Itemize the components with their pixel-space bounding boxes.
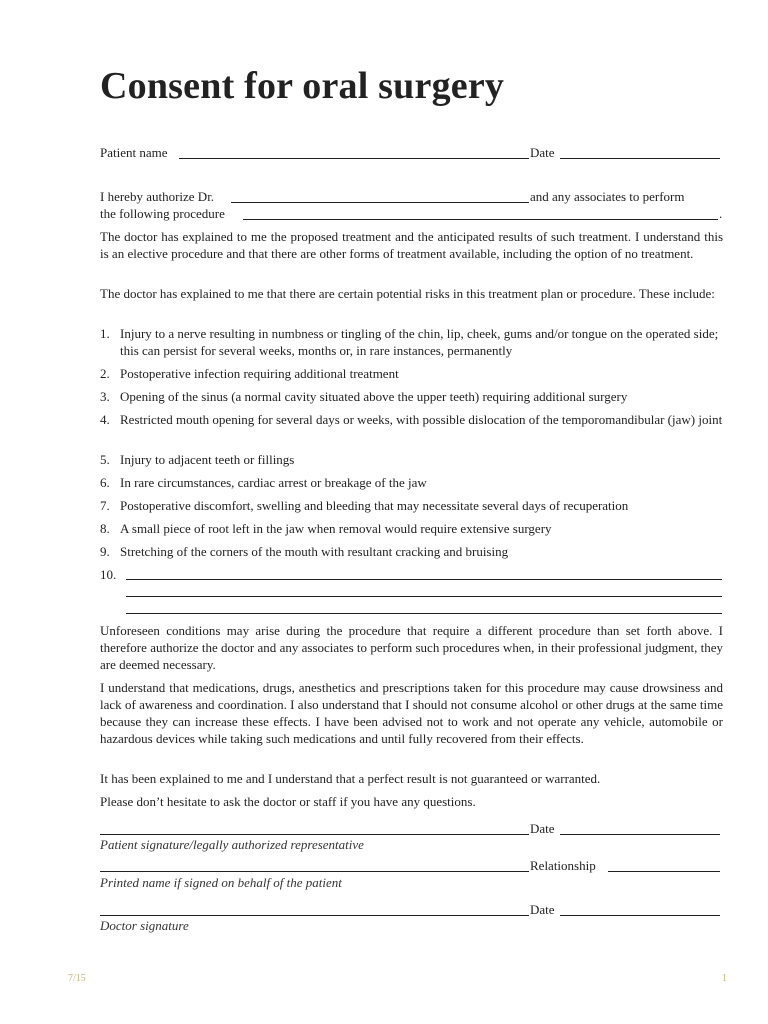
printed-name-field[interactable] [100,871,529,872]
doctor-date-field[interactable] [560,915,720,916]
list-item-text: Postoperative discomfort, swelling and bleeding that may necessitate several days of recuperation [120,498,629,513]
doctor-signature-row [100,901,723,918]
date-label: Date [530,145,555,160]
paragraph-unforeseen-conditions: Unforeseen conditions may arise during the procedure that require a different procedure than set forth above. I therefore authorize the doctor and any associates to perform such procedures when, in their professional judgment, they are deemed necessary. [100,623,723,672]
list-item-text: Opening of the sinus (a normal cavity situated above the upper teeth) requiring additional surgery [120,389,628,404]
doctor-date-label: Date [530,902,555,917]
procedure-period: . [719,206,723,221]
list-item-number: 7. [100,498,110,513]
patient-date-field[interactable] [560,834,720,835]
patient-name-field[interactable] [179,158,529,159]
printed-name-row [100,857,723,874]
procedure-field[interactable] [243,219,718,220]
authorize-prefix: I hereby authorize Dr. [100,189,215,204]
list-item-text: Stretching of the corners of the mouth with resultant cracking and bruising [120,544,509,559]
paragraph-questions: Please don’t hesitate to ask the doctor or staff if you have any questions. [100,794,476,809]
other-risk-field-3[interactable] [126,613,722,614]
paragraph-risks-intro: The doctor has explained to me that there are certain potential risks in this treatment plan or procedure. These include: [100,286,715,301]
patient-signature-row [100,820,723,837]
footer-page-number: 1 [722,973,727,984]
doctor-name-field[interactable] [231,202,529,203]
list-item-number: 1. [100,326,110,341]
relationship-label: Relationship [530,858,596,873]
printed-name-caption: Printed name if signed on behalf of the patient [100,875,342,890]
page-title: Consent for oral surgery [100,65,505,107]
authorize-row-1 [100,188,723,205]
list-item-text: Postoperative infection requiring additional treatment [120,366,399,381]
footer-version: 7/15 [68,973,86,984]
list-item-number: 6. [100,475,110,490]
date-field[interactable] [560,158,720,159]
paragraph-no-guarantee: It has been explained to me and I understand that a perfect result is not guaranteed or warranted. [100,771,601,786]
authorize-suffix: and any associates to perform [530,189,685,204]
patient-name-label: Patient name [100,145,168,160]
paragraph-explained-treatment: The doctor has explained to me the proposed treatment and the anticipated results of such treatment. I understand this is an elective procedure and that there are other forms of treatment available, including the option of no treatment. [100,229,723,261]
list-item-number: 9. [100,544,110,559]
procedure-label: the following procedure [100,206,225,221]
patient-date-label: Date [530,821,555,836]
list-item-text: Injury to a nerve resulting in numbness or tingling of the chin, lip, cheek, gums and/or tongue on the operated side; this can persist for several weeks, months or, in rare instances, permanently [120,326,719,358]
list-item-text: A small piece of root left in the jaw when removal would require extensive surgery [120,521,552,536]
list-item-number: 10. [100,567,117,582]
patient-name-row [100,144,723,161]
list-item-number: 8. [100,521,110,536]
list-item-text: Restricted mouth opening for several days or weeks, with possible dislocation of the temporomandibular (jaw) joint [120,412,723,427]
relationship-field[interactable] [608,871,720,872]
patient-signature-field[interactable] [100,834,529,835]
list-item-number: 2. [100,366,110,381]
doctor-signature-field[interactable] [100,915,529,916]
doctor-signature-caption: Doctor signature [100,918,189,933]
other-risk-field-1[interactable] [126,579,722,580]
patient-signature-caption: Patient signature/legally authorized representative [100,837,364,852]
paragraph-medications: I understand that medications, drugs, anesthetics and prescriptions taken for this procedure may cause drowsiness and lack of awareness and coordination. I also understand that I should not consume alcohol or other drugs at the same time because they can increase these effects. I have been advised not to work and not operate any vehicle, automobile or hazardous devices while taking such medications and until fully recovered from their effects. [100,680,723,746]
authorize-row-2 [100,205,723,222]
list-item-number: 4. [100,412,110,427]
list-item-number: 5. [100,452,110,467]
list-item-text: Injury to adjacent teeth or fillings [120,452,295,467]
list-item-number: 3. [100,389,110,404]
list-item-text: In rare circumstances, cardiac arrest or breakage of the jaw [120,475,427,490]
other-risk-field-2[interactable] [126,596,722,597]
